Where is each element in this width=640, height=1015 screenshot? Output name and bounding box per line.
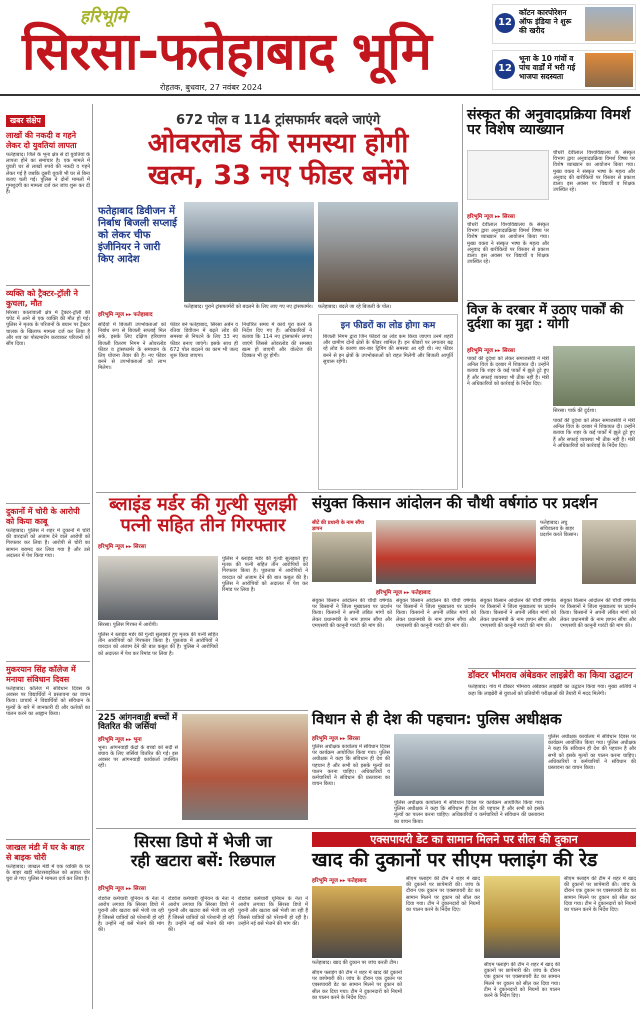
lead-photo-poles [318, 202, 458, 302]
story-headline: डॉक्टर भीमराव अंबेडकर लाइब्रेरी का किया उद्घाटन [468, 671, 633, 681]
story-body-cont: संयुक्त किसान आंदोलन की चौथी वर्षगांठ पर किसानों ने जिला मुख्यालय पर प्रदर्शन किया। किसानों ने अपनी लंबित मांगों को लेकर प्रधानमंत्री के नाम ज्ञापन सौंपा और एमएसपी की कानूनी गारंटी की मांग की। [396, 598, 476, 629]
story-body: पुलिस ने ब्लाइंड मर्डर की गुत्थी सुलझाते हुए मृतक की पत्नी सहित तीन आरोपियों को गिरफ्तार किया है। पूछताछ में आरोपियों ने वारदात को अंजाम देने की बात कबूल की है। पुलिस ने आरोपियों को अदालत में पेश कर रिमांड पर लिया है। [222, 556, 308, 594]
photo-caption: फतेहाबाद। खाद की दुकान पर जांच करती टीम। [312, 960, 399, 966]
story-body-cont: संयुक्त किसान आंदोलन की चौथी वर्षगांठ पर किसानों ने जिला मुख्यालय पर प्रदर्शन किया। किसानों ने अपनी लंबित मांगों को लेकर प्रधानमंत्री के नाम ज्ञापन सौंपा और एमएसपी की कानूनी गारंटी की मांग की। [560, 598, 636, 629]
brief-body: सिरसा। कालांवाली क्षेत्र में ट्रैक्टर-ट्रॉली की चपेट में आने से एक व्यक्ति की मौत हो गई। पुलिस ने मृतक के परिजनों के बयान पर ट्रैक्टर चालक के खिलाफ मामला दर्ज कर लिया है और शव का पोस्टमार्टम करवाकर परिजनों को सौंप दिया। [6, 310, 90, 348]
parks-photo [553, 346, 635, 406]
brief-body: फतेहाबाद। जाखल मंडी में एक व्यक्ति के घर के बाहर खड़ी मोटरसाइकिल को अज्ञात चोर चुरा ले गए। पुलिस ने मामला दर्ज कर लिया है। [6, 864, 90, 883]
photo-caption: फतेहाबाद। लघु सचिवालय के बाहर प्रदर्शन करते किसान। [540, 520, 579, 538]
brand-logo: हरिभूमि [80, 7, 127, 27]
lead-photo2-caption: फतेहाबाद। बदले जा रहे बिजली के पोल। [318, 304, 392, 310]
story-body: चौधरी देवीलाल विश्वविद्यालय के संस्कृत विभाग द्वारा अनुवादप्रक्रिया विमर्श विषय पर विशेष व्याख्यान का आयोजन किया गया। मुख्य वक्ता ने संस्कृत भाषा के महत्व और अनुवाद की बारीकियों पर विस्तार से प्रकाश डाला। इस अवसर पर विद्यार्थी व शिक्षक उपस्थित रहे। [467, 222, 549, 266]
shop-photo [484, 876, 560, 958]
story-headline-line1: सिरसा डिपो में भेजी जा [134, 832, 272, 851]
story-body-cont: रोडवेज कर्मचारी यूनियन के नेता ने आरोप लगाया कि सिरसा डिपो में पुरानी और खटारा बसें भेजी जा रही हैं जिससे यात्रियों को परेशानी हो रही है। उन्होंने नई बसें भेजने की मांग की। [168, 896, 234, 934]
story-byline: हरिभूमि न्यूज ▸▸ सिरसा [98, 543, 146, 550]
story-blind-murder [98, 496, 308, 706]
story-byline: हरिभूमि न्यूज ▸▸ फतेहाबाद [376, 590, 431, 596]
brief-item [6, 507, 90, 658]
teaser-text: कॉटन कारपोरेशन ऑफ इंडिया ने शुरू की खरीद [519, 8, 572, 35]
side-caption: सीटें की प्रधानी के नाम सौंपा ज्ञापन [312, 520, 365, 532]
brief-headline: दुकानों में चोरी के आरोपी को किया काबू [6, 507, 80, 526]
jerseys-photo [182, 714, 308, 820]
brief-body: फतेहाबाद। जिले के भूना क्षेत्र से दो युवतियां के लापता होने का समाचार है। एक मामले में युवती घर से लाखों रुपये की नकदी व गहने लेकर गई है जबकि दूसरी युवती भी घर से बिना बताए चली गई। पुलिस ने दोनों मामलों में गुमशुदगी का मामला दर्ज कर जांच शुरू कर दी है। [6, 152, 90, 196]
story-byline: हरिभूमि न्यूज ▸▸ फतेहाबाद [312, 878, 367, 884]
brief-body: फतेहाबाद। कॉलेज में संविधान दिवस के अवसर पर विद्यार्थियों ने प्रस्तावना का वाचन किया। प्राचार्य ने विद्यार्थियों को संविधान के मूल्यों के बारे में जानकारी दी और कर्तव्यों का पालन करने का आह्वान किया। [6, 686, 90, 717]
teaser-box[interactable] [492, 50, 636, 90]
teaser-photo [585, 53, 633, 87]
brief-headline: मुकरयान सिंह कॉलेज में मनाया संविधान दिवस [6, 665, 76, 684]
brief-item [6, 131, 90, 282]
brief-headline: व्यक्ति को ट्रैक्टर-ट्रॉली ने कुचला, मौत [6, 289, 78, 308]
brief-body: फतेहाबाद। पुलिस ने शहर में दुकानों में चोरी की वारदातों को अंजाम देने वाले आरोपी को गिरफ्तार कर लिया है। आरोपी से चोरी का सामान बरामद कर लिया गया है और उसे अदालत में पेश किया गया। [6, 528, 90, 559]
brief-item [6, 289, 90, 500]
kisan-protest-photo [376, 520, 536, 584]
lead-kicker: 672 पोल व 114 ट्रांसफार्मर बदले जाएंगे [175, 113, 381, 128]
story-headline: खाद की दुकानों पर सीएम फ्लाइंग की रेड [312, 849, 598, 871]
dateline: रोहतक, बुधवार, 27 नवंबर 2024 [160, 83, 263, 92]
lead-byline: हरिभूमि न्यूज ▸▸ फतेहाबाद [98, 312, 153, 318]
briefs-tag: खबर संक्षेप [6, 115, 45, 127]
story-body-cont: चौधरी देवीलाल विश्वविद्यालय के संस्कृत विभाग द्वारा अनुवादप्रक्रिया विमर्श विषय पर विशेष व्याख्यान का आयोजन किया गया। मुख्य वक्ता ने संस्कृत भाषा के महत्व और अनुवाद की बारीकियों पर विस्तार से प्रकाश डाला। इस अवसर पर विद्यार्थी व शिक्षक उपस्थित रहे। [553, 150, 635, 194]
lead-headline-line2: खत्म, 33 नए फीडर बनेंगे [147, 160, 409, 191]
murder-photo [98, 556, 218, 620]
story-headline: संयुक्त किसान आंदोलन की चौथी वर्षगांठ पर प्रदर्शन [312, 494, 598, 512]
sidebox-title: इन फीडरों का लोड होगा कम [340, 321, 436, 331]
masthead [0, 0, 640, 96]
left-briefs-column [6, 108, 90, 1008]
raid-photo [312, 886, 402, 958]
teaser-photo [585, 7, 633, 41]
story-fertilizer-raid [312, 832, 636, 1012]
story-body: सीएम फ्लाइंग की टीम ने शहर में खाद की दुकानों पर छापेमारी की। जांच के दौरान एक दुकान पर एक्सपायरी डेट का सामान मिलने पर दुकान को सील कर दिया गया। टीम ने दुकानदारों को नियमों का पालन करने के निर्देश दिए। [406, 876, 480, 914]
teaser-page-number: 12 [495, 13, 515, 33]
right-story-sanskrit [467, 108, 635, 298]
story-body: फतेहाबाद। गांव में डॉक्टर भीमराव अंबेडकर लाइब्रेरी का उद्घाटन किया गया। मुख्य अतिथि ने कहा कि लाइब्रेरी से युवाओं को प्रतियोगी परीक्षाओं की तैयारी में मदद मिलेगी। [468, 684, 636, 697]
teaser-page-number: 12 [495, 59, 515, 79]
story-headline-line2: पत्नी सहित तीन गिरफ्तार [120, 514, 286, 536]
story-body-cont: सीएम फ्लाइंग की टीम ने शहर में खाद की दुकानों पर छापेमारी की। जांच के दौरान एक दुकान पर एक्सपायरी डेट का सामान मिलने पर दुकान को सील कर दिया गया। टीम ने दुकानदारों को नियमों का पालन करने के निर्देश दिए। [484, 962, 560, 1000]
story-headline-line1: ब्लाइंड मर्डर की गुत्थी सुलझी [109, 494, 297, 515]
kisan-side-photo [582, 520, 636, 584]
sidebox-body: बिजली निगम द्वारा जिन फीडरों का लोड कम किया जाएगा उनमें शहरी और ग्रामीण दोनों क्षेत्रों के फीडर शामिल हैं। इन फीडरों पर लगातार बढ़ रहे लोड के कारण बार-बार ट्रिपिंग की समस्या आ रही थी। नए फीडर बनने से इन क्षेत्रों के उपभोक्ताओं को राहत मिलेगी और बिजली आपूर्ति सुचारू रहेगी। [323, 334, 453, 365]
story-body-cont: सीएम फ्लाइंग की टीम ने शहर में खाद की दुकानों पर छापेमारी की। जांच के दौरान एक दुकान पर एक्सपायरी डेट का सामान मिलने पर दुकान को सील कर दिया गया। टीम ने दुकानदारों को नियमों का पालन करने के निर्देश दिए। [312, 970, 402, 1001]
brief-headline: जाखल मंडी में घर के बाहर से बाइक चोरी [6, 843, 85, 862]
lead-photo1-caption: फतेहाबाद। पुराने ट्रांसफार्मरों को बदलने के लिए लाए गए नए ट्रांसफार्मर। [184, 304, 313, 310]
story-headline: संस्कृत की अनुवादप्रक्रिया विमर्श पर विशेष व्याख्यान [467, 107, 631, 138]
story-body-cont: सीएम फ्लाइंग की टीम ने शहर में खाद की दुकानों पर छापेमारी की। जांच के दौरान एक दुकान पर एक्सपायरी डेट का सामान मिलने पर दुकान को सील कर दिया गया। टीम ने दुकानदारों को नियमों का पालन करने के निर्देश दिए। [564, 876, 636, 914]
photo-caption: सिरसा। पुलिस गिरफ्त में आरोपी। [98, 622, 158, 628]
story-body: संयुक्त किसान आंदोलन की चौथी वर्षगांठ पर किसानों ने जिला मुख्यालय पर प्रदर्शन किया। किसानों ने अपनी लंबित मांगों को लेकर प्रधानमंत्री के नाम ज्ञापन सौंपा और एमएसपी की कानूनी गारंटी की मांग की। [312, 598, 392, 629]
photo-caption: सिरसा। पार्क की दुर्दशा। [553, 408, 597, 414]
story-buses [98, 834, 308, 1010]
brief-item [6, 665, 90, 836]
story-body: पुलिस अधीक्षक कार्यालय में संविधान दिवस पर कार्यक्रम आयोजित किया गया। पुलिस अधीक्षक ने कहा कि संविधान ही देश की पहचान है और सभी को इसके मूल्यों का पालन करना चाहिए। अधिकारियों व कर्मचारियों ने संविधान की प्रस्तावना का वाचन किया। [312, 744, 390, 788]
story-body-cont: पुलिस अधीक्षक कार्यालय में संविधान दिवस पर कार्यक्रम आयोजित किया गया। पुलिस अधीक्षक ने कहा कि संविधान ही देश की पहचान है और सभी को इसके मूल्यों का पालन करना चाहिए। अधिकारियों व कर्मचारियों ने संविधान की प्रस्तावना का वाचन किया। [394, 800, 544, 824]
lead-pullquote: फतेहाबाद डिवीजन में निर्बाध बिजली सप्लाई को लेकर चीफ इंजीनियर ने जारी किए आदेश [98, 206, 177, 265]
story-police [312, 712, 636, 824]
story-headline: विज के दरबार में उठाए पार्कों की दुर्दशा का मुद्दा : योगी [467, 304, 635, 331]
story-headline-line2: रही खटारा बसें: रिछपाल [130, 850, 276, 870]
lead-body-col2: फीडर बने फतेहाबाद, सिरसा अर्बन व रतिया डिवीजन में बढ़ते लोड की समस्या से निपटने के लिए 33 नए फीडर बनाए जाएंगे। इसके साथ ही 672 पोल बदलने का काम भी जल्द शुरू किया जाएगा। [170, 322, 238, 360]
lead-sidebox [318, 314, 458, 490]
lead-body-col3: निर्धारित समय में कार्य पूरा करने के निर्देश दिए गए हैं। अधिकारियों ने बताया कि 114 नए ट्रांसफार्मर लगाए जाएंगे जिससे ओवरलोड की समस्या खत्म हो जाएगी और वोल्टेज की दिक्कत भी दूर होगी। [242, 322, 312, 360]
story-body-cont: रोडवेज कर्मचारी यूनियन के नेता ने आरोप लगाया कि सिरसा डिपो में पुरानी और खटारा बसें भेजी जा रही हैं जिससे यात्रियों को परेशानी हो रही है। उन्होंने नई बसें भेजने की मांग की। [238, 896, 308, 927]
lead-story [98, 110, 458, 490]
story-body-cont: पुलिस अधीक्षक कार्यालय में संविधान दिवस पर कार्यक्रम आयोजित किया गया। पुलिस अधीक्षक ने कहा कि संविधान ही देश की पहचान है और सभी को इसके मूल्यों का पालन करना चाहिए। अधिकारियों व कर्मचारियों ने संविधान की प्रस्तावना का वाचन किया। [548, 734, 636, 772]
brief-headline: लाखों की नकदी व गहने लेकर दो युवतियां लापता [6, 131, 77, 150]
story-kisan-protest [312, 496, 636, 666]
brief-item [6, 843, 90, 944]
police-photo [394, 734, 544, 796]
story-body: पार्कों की दुर्दशा को लेकर समाजसेवी ने मंत्री अनिल विज के दरबार में शिकायत दी। उन्होंने बताया कि शहर के कई पार्कों में झूले टूटे हुए हैं और सफाई व्यवस्था भी ठीक नहीं है। मंत्री ने अधिकारियों को कार्रवाई के निर्देश दिए। [467, 356, 549, 387]
story-body-cont: पुलिस ने ब्लाइंड मर्डर की गुत्थी सुलझाते हुए मृतक की पत्नी सहित तीन आरोपियों को गिरफ्तार किया है। पूछताछ में आरोपियों ने वारदात को अंजाम देने की बात कबूल की है। पुलिस ने आरोपियों को अदालत में पेश कर रिमांड पर लिया है। [98, 632, 218, 657]
teaser-box[interactable] [492, 4, 636, 44]
story-byline: हरिभूमि न्यूज ▸▸ सिरसा [98, 886, 146, 892]
story-body: भूना। आंगनवाड़ी केंद्रों के बच्चों को सर्दी से बचाव के लिए जर्सियां वितरित की गईं। इस अवसर पर आंगनवाड़ी कार्यकर्ता उपस्थित रहीं। [98, 744, 178, 770]
lead-photo-transformers [184, 202, 314, 302]
kisan-small-photo [312, 532, 372, 582]
right-story-parks [467, 304, 635, 490]
page-title: सिरसा-फतेहाबाद भूमि [22, 22, 431, 82]
lead-body-col1: सर्दियों में बिजली उपभोक्ताओं को निर्बाध रूप से बिजली सप्लाई मिल सके, इसके लिए दक्षिण हरियाणा बिजली वितरण निगम ने ओवरलोड फीडर व ट्रांसफार्मर के समाधान के लिए योजना तैयार की है। नए फीडर बनने से उपभोक्ताओं को लाभ मिलेगा। [98, 322, 166, 372]
story-byline: हरिभूमि न्यूज ▸▸ सिरसा [467, 348, 515, 354]
story-headline: 225 आंगनवाड़ी बच्चों में वितरित की जर्सियां [98, 713, 178, 732]
story-body-cont: पार्कों की दुर्दशा को लेकर समाजसेवी ने मंत्री अनिल विज के दरबार में शिकायत दी। उन्होंने बताया कि शहर के कई पार्कों में झूले टूटे हुए हैं और सफाई व्यवस्था भी ठीक नहीं है। मंत्री ने अधिकारियों को कार्रवाई के निर्देश दिए। [553, 418, 635, 449]
teaser-text: भूना के 10 गांवों व पांच वार्डों में भरी गई भाजपा सदस्यता [519, 54, 576, 81]
story-byline: हरिभूमि न्यूज ▸▸ भूना [98, 736, 142, 743]
story-jerseys [98, 714, 178, 824]
lead-headline-line1: ओवरलोड की समस्या होगी [147, 128, 409, 159]
story-kicker: एक्सपायरी डेट का सामान मिलने पर सील की दुकान [312, 832, 636, 847]
story-body-cont: संयुक्त किसान आंदोलन की चौथी वर्षगांठ पर किसानों ने जिला मुख्यालय पर प्रदर्शन किया। किसानों ने अपनी लंबित मांगों को लेकर प्रधानमंत्री के नाम ज्ञापन सौंपा और एमएसपी की कानूनी गारंटी की मांग की। [480, 598, 556, 629]
story-byline: हरिभूमि न्यूज ▸▸ सिरसा [312, 736, 360, 742]
story-body: रोडवेज कर्मचारी यूनियन के नेता ने आरोप लगाया कि सिरसा डिपो में पुरानी और खटारा बसें भेजी जा रही हैं जिससे यात्रियों को परेशानी हो रही है। उन्होंने नई बसें भेजने की मांग की। [98, 896, 164, 934]
story-headline: विधान से ही देश की पहचान: पुलिस अधीक्षक [312, 710, 562, 728]
story-byline: हरिभूमि न्यूज ▸▸ सिरसा [467, 214, 515, 220]
